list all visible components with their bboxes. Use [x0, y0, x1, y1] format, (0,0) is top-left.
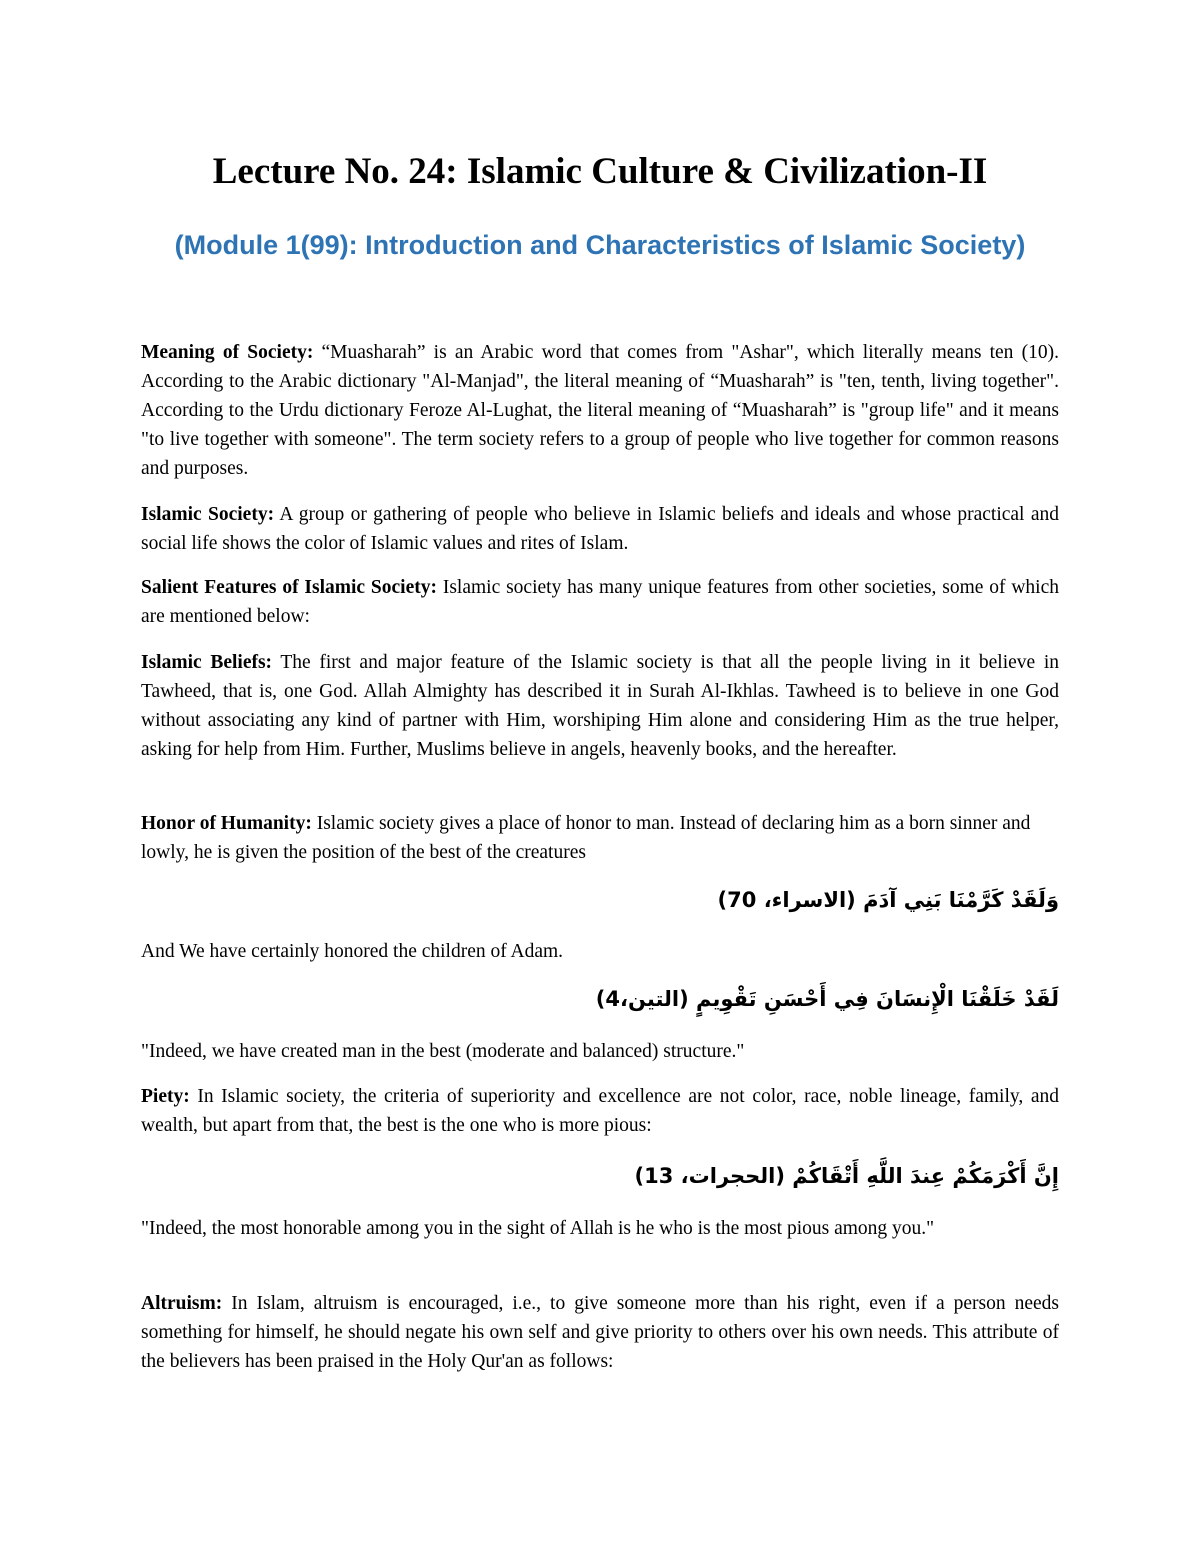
text-salient-features: Islamic society has many unique features from other societies, some of which are mentioned below:	[141, 577, 1059, 627]
paragraph-salient-features	[141, 573, 1059, 631]
document-title: Lecture No. 24: Islamic Culture & Civilization-II	[212, 151, 988, 192]
paragraph-honor-of-humanity	[141, 809, 1059, 867]
quran-verse-hujurat-13: إِنَّ أَكْرَمَكُمْ عِندَ اللَّهِ أَتْقَاكُمْ (الحجرات، 13)	[634, 1164, 1059, 1188]
translation-isra-70: And We have certainly honored the children of Adam.	[141, 941, 564, 962]
paragraph-altruism	[141, 1289, 1059, 1376]
text-islamic-beliefs: The first and major feature of the Islamic society is that all the people living in it believe in Tawheed, that is, one God. Allah Almighty has described it in Surah Al-Ikhlas. Tawheed is to believe in one God without associating any kind of partner with Him, worshiping Him alone and considering Him as the true helper, asking for help from Him. Further, Muslims believe in angels, heavenly books, and the hereafter.	[141, 652, 1060, 760]
text-meaning-of-society: “Muasharah” is an Arabic word that comes from "Ashar", which literally means ten (10). According to the Arabic dictionary "Al-Manjad", the literal meaning of “Muasharah” is "ten, tenth, living together". According to the Urdu dictionary Feroze Al-Lughat, the literal meaning of “Muasharah” is "group life" and it means "to live together with someone". The term society refers to a group of people who live together for common reasons and purposes.	[141, 342, 1059, 479]
paragraph-piety	[141, 1082, 1059, 1140]
paragraph-islamic-society	[141, 500, 1059, 558]
text-piety: In Islamic society, the criteria of superiority and excellence are not color, race, noble lineage, family, and wealth, but apart from that, the best is the one who is more pious:	[141, 1086, 1059, 1136]
heading-islamic-society: Islamic Society:	[141, 504, 275, 525]
module-subtitle: (Module 1(99): Introduction and Characteristics of Islamic Society)	[174, 230, 1026, 260]
heading-honor-of-humanity: Honor of Humanity:	[141, 813, 312, 834]
text-islamic-society: A group or gathering of people who believe in Islamic beliefs and ideals and whose practical and social life shows the color of Islamic values and rites of Islam.	[141, 504, 1059, 554]
heading-meaning-of-society: Meaning of Society:	[141, 342, 314, 363]
text-altruism: In Islam, altruism is encouraged, i.e., to give someone more than his right, even if a person needs something for himself, he should negate his own self and give priority to others over his own needs. This attribute of the believers has been praised in the Holy Qur'an as follows:	[141, 1293, 1059, 1372]
heading-islamic-beliefs: Islamic Beliefs:	[141, 652, 273, 673]
heading-piety: Piety:	[141, 1086, 190, 1107]
quran-verse-isra-70: وَلَقَدْ كَرَّمْنَا بَنِي آدَمَ (الاسراء، 70)	[717, 888, 1059, 912]
text-honor-of-humanity: Islamic society gives a place of honor to man. Instead of declaring him as a born sinner and lowly, he is given the position of the best of the creatures	[141, 813, 1031, 863]
translation-tin-4: "Indeed, we have created man in the best (moderate and balanced) structure."	[141, 1041, 745, 1062]
translation-hujurat-13: "Indeed, the most honorable among you in the sight of Allah is he who is the most pious among you."	[141, 1218, 935, 1239]
heading-altruism: Altruism:	[141, 1293, 223, 1314]
paragraph-islamic-beliefs	[141, 648, 1059, 764]
heading-salient-features: Salient Features of Islamic Society:	[141, 577, 437, 598]
quran-verse-tin-4: لَقَدْ خَلَقْنَا الْإِنسَانَ فِي أَحْسَنِ تَقْوِيمٍ (التين،4)	[595, 987, 1059, 1011]
paragraph-meaning-of-society	[141, 338, 1059, 483]
